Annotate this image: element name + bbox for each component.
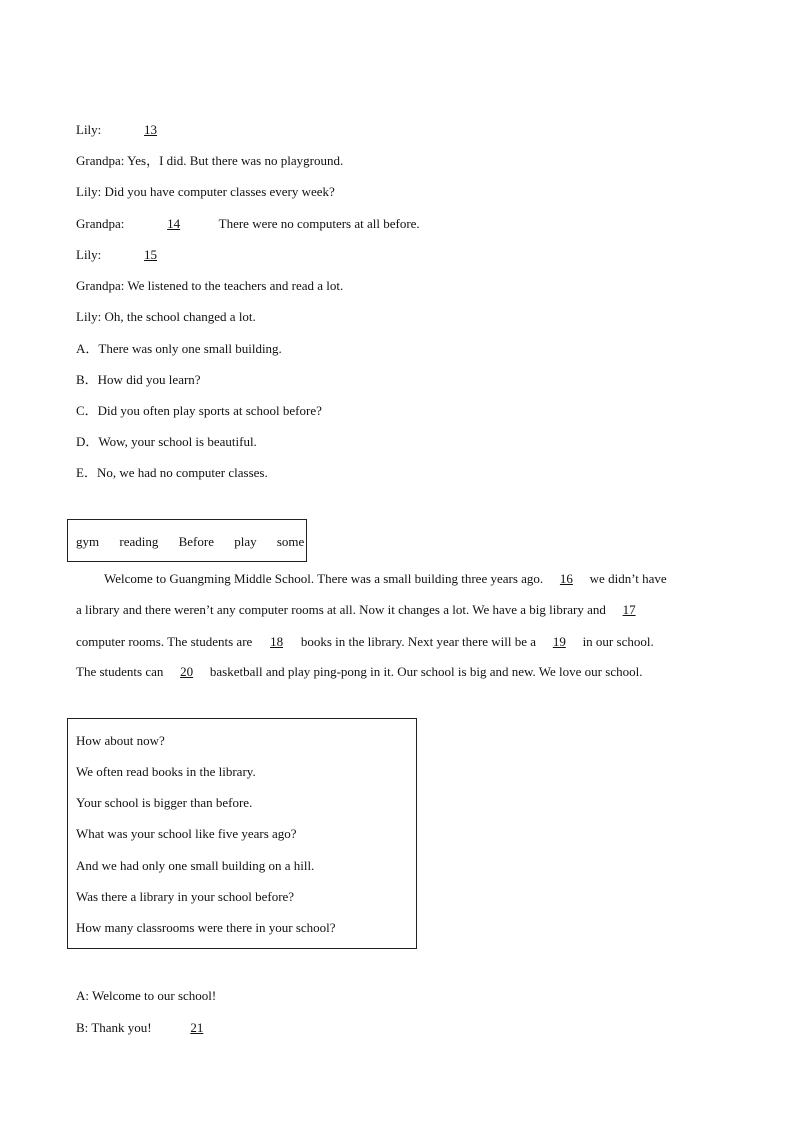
answer-blank-13[interactable]: 13 (144, 122, 158, 137)
speaker: Lily: (76, 184, 102, 199)
dialogue-line-2 (76, 153, 343, 169)
sentence-option: How many classrooms were there in your school? (76, 920, 336, 935)
answer-blank-15[interactable]: 15 (144, 247, 158, 262)
dialogue-text: Oh, the school changed a lot. (104, 309, 256, 324)
dialogue-text: We listened to the teachers and read a lot. (127, 278, 344, 293)
option-text: Did you often play sports at school before? (97, 403, 322, 418)
passage-line-2 (76, 602, 649, 618)
option-letter: C． (76, 403, 98, 418)
answer-blank-20[interactable]: 20 (180, 664, 194, 679)
passage-line-1 (104, 571, 667, 587)
speaker: Lily: (76, 309, 102, 324)
speaker: A: (76, 988, 89, 1003)
speaker: Grandpa: (76, 153, 125, 168)
word-bank (76, 534, 304, 550)
passage-text: in our school. (582, 634, 654, 649)
passage-text: computer rooms. The students are (76, 634, 253, 649)
passage-text: Welcome to Guangming Middle School. There was a small building three years ago. (104, 571, 544, 586)
option-d (76, 434, 257, 450)
dialogue-text: Did you have computer classes every week? (104, 184, 335, 199)
word-bank-item: Before (178, 534, 214, 549)
passage-line-4 (76, 664, 642, 680)
passage-line-3 (76, 634, 654, 650)
dialogue-text: Thank you! (91, 1020, 152, 1035)
dialogue-line-3 (76, 184, 335, 200)
answer-blank-19[interactable]: 19 (552, 634, 566, 649)
word-bank-item: play (234, 534, 257, 549)
word-bank-item: some (276, 534, 305, 549)
answer-blank-18[interactable]: 18 (270, 634, 284, 649)
option-letter: E． (76, 465, 97, 480)
dialogue-line-4 (76, 216, 420, 232)
option-letter: A． (76, 341, 99, 356)
sentence-bank-box (67, 718, 417, 949)
speaker: Grandpa: (76, 216, 125, 231)
dialogue-text: Yes，I did. But there was no playground. (127, 153, 344, 168)
answer-blank-21[interactable]: 21 (190, 1020, 204, 1035)
sentence-option: And we had only one small building on a hill. (76, 858, 315, 873)
passage-text: a library and there weren’t any computer rooms at all. Now it changes a lot. We have a big library and (76, 602, 606, 617)
speaker: Lily: (76, 247, 102, 262)
dialogue-line-6 (76, 278, 343, 294)
word-bank-item: gym (76, 534, 100, 549)
sentence-option: We often read books in the library. (76, 764, 256, 779)
speaker: Grandpa: (76, 278, 125, 293)
speaker: B: (76, 1020, 89, 1035)
dialogue2-line-2 (76, 1020, 239, 1036)
dialogue-line-5 (76, 247, 193, 263)
answer-blank-16[interactable]: 16 (559, 571, 573, 586)
passage-text: books in the library. Next year there will be a (300, 634, 537, 649)
option-text: How did you learn? (97, 372, 201, 387)
option-text: Wow, your school is beautiful. (98, 434, 257, 449)
speaker: Lily: (76, 122, 102, 137)
passage-text: basketball and play ping-pong in it. Our school is big and new. We love our school. (209, 664, 643, 679)
passage-text: we didn’t have (589, 571, 667, 586)
word-bank-box (67, 519, 307, 562)
dialogue-line-1 (76, 122, 193, 138)
sentence-option: What was your school like five years ago? (76, 826, 297, 841)
option-letter: B． (76, 372, 98, 387)
answer-blank-17[interactable]: 17 (622, 602, 636, 617)
option-a (76, 341, 282, 357)
option-text: There was only one small building. (98, 341, 282, 356)
answer-blank-14[interactable]: 14 (167, 216, 181, 231)
option-text: No, we had no computer classes. (96, 465, 268, 480)
passage-text: The students can (76, 664, 164, 679)
sentence-option: Was there a library in your school before? (76, 889, 295, 904)
sentence-option: Your school is bigger than before. (76, 795, 253, 810)
dialogue-text: There were no computers at all before. (218, 216, 420, 231)
option-c (76, 403, 322, 419)
dialogue2-line-1 (76, 988, 216, 1004)
option-b (76, 372, 201, 388)
option-letter: D． (76, 434, 99, 449)
option-e (76, 465, 268, 481)
dialogue-line-7 (76, 309, 256, 325)
dialogue-text: Welcome to our school! (92, 988, 217, 1003)
sentence-option: How about now? (76, 733, 165, 748)
word-bank-item: reading (119, 534, 159, 549)
